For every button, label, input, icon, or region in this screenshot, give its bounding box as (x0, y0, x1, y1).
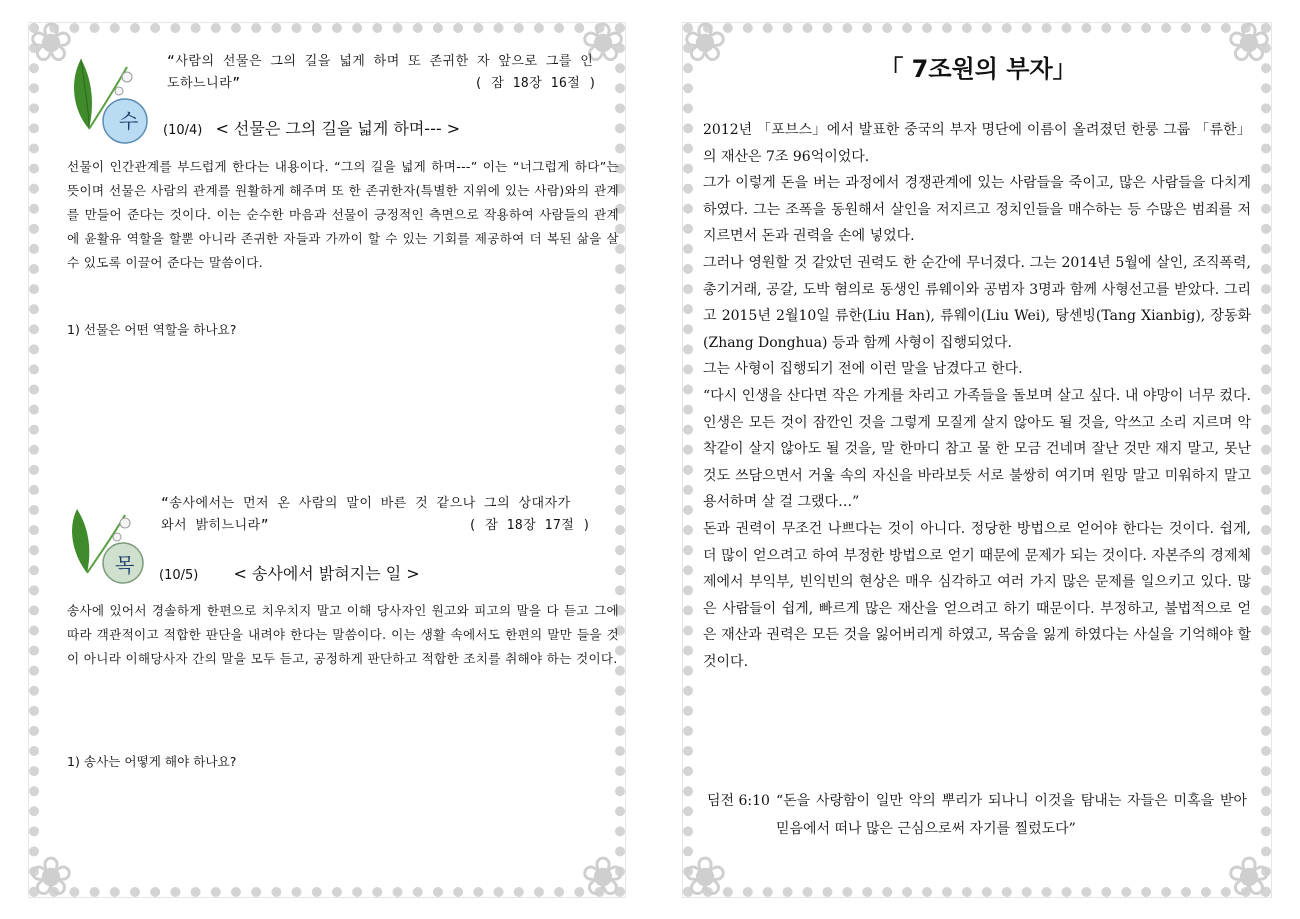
verse-quote: “사람의 선물은 그의 길을 넓게 하며 또 존귀한 자 앞으로 그를 인도하느니라” (167, 54, 594, 91)
verse-quote: “송사에서는 먼저 온 사람의 말이 바른 것 같으나 그의 상대자가 와서 밝히느니라” (161, 496, 571, 533)
flower-ornament-icon: ❀ (1226, 11, 1272, 74)
article-paragraph: “다시 인생을 산다면 작은 가게를 차리고 가족들을 돌보며 살고 싶다. 내 야망이 너무 컸다. 인생은 모든 것이 잠깐인 것을 그렇게 모질게 살지 않아도 될 것을, 악쓰고 소리 지르며 악착같이 살지 않아도 될 것을, 말 한마디 참고 물 한 모금 건네며 잘난 것만 재지 말고, 못난 것도 쓰담으면서 거울 속의 자신을 바라보듯 서로 불쌍히 여기며 원망 말고 미워하지 말고 용서하며 살 걸 그랬다…” (703, 387, 1251, 511)
article-body (703, 117, 1251, 675)
devotion-date: (10/5) (159, 568, 199, 583)
article-paragraph: 그러나 영원할 것 같았던 권력도 한 순간에 무너졌다. 그는 2014년 5월에 살인, 조직폭력, 총기거래, 공갈, 도박 혐의로 동생인 류웨이와 공범자 3명과 함께 사형선고를 받았다. 그리고 2015년 2월10일 류한(Liu Han), 류웨이(Liu Wei), 탕센빙(Tang Xianbig), 장동화(Zhang Donghua) 등과 함께 사형이 집행되었다. (703, 254, 1251, 351)
leaf-flower-icon (67, 51, 162, 151)
right-page (682, 11, 1272, 908)
devotion-title (159, 561, 420, 584)
flower-ornament-icon: ❀ (580, 11, 626, 74)
devotion-heading: < 선물은 그의 길을 넓게 하며--- > (215, 119, 461, 138)
flower-ornament-icon: ❀ (28, 845, 74, 908)
left-page (28, 11, 626, 908)
flower-ornament-icon: ❀ (1226, 845, 1272, 908)
article-title: 「 7조원의 부자」 (879, 55, 1077, 83)
closing-verse (707, 787, 1247, 843)
devotion-title (163, 116, 460, 139)
flower-ornament-icon: ❀ (682, 11, 728, 74)
day-label: 수 (119, 109, 139, 133)
verse-reference: ( 잠 18장 17절 ) (468, 518, 591, 533)
devotion-wednesday (67, 51, 619, 351)
flower-ornament-icon: ❀ (28, 11, 74, 74)
verse-text (167, 51, 597, 95)
article-paragraph: 그가 이렇게 돈을 버는 과정에서 경쟁관계에 있는 사람들을 죽이고, 많은 사람들을 다치게 하였다. 그는 조폭을 동원해서 살인을 저지르고 정치인들을 매수하는 등 수많은 범죄를 저지르면서 돈과 권력을 손에 넣었다. (703, 175, 1251, 245)
flower-ornament-icon: ❀ (682, 845, 728, 908)
article-paragraph: 돈과 권력이 무조건 나쁘다는 것이 아니다. 정당한 방법으로 얻어야 한다는 것이다. 쉽게, 더 많이 얻으려고 하여 부정한 방법으로 얻기 때문에 문제가 되는 것이다. 자본주의 경제체제에서 부익부, 빈익빈의 현상은 매우 심각하고 여러 가지 많은 문제를 일으키고 있다. 많은 사람들이 쉽게, 빠르게 많은 재산을 얻으려고 하기 때문이다. 부정하고, 불법적으로 얻은 재산과 권력은 모든 것을 잃어버리게 하였고, 목숨을 잃게 하였다는 사실을 기억해야 할 것이다. (703, 520, 1251, 670)
devotion-thursday (67, 493, 619, 793)
devotion-question: 1) 선물은 어떤 역할을 하나요? (67, 322, 237, 337)
devotion-heading: < 송사에서 밝혀지는 일 > (233, 564, 420, 583)
article-paragraph: 2012년 「포브스」에서 발표한 중국의 부자 명단에 이름이 올려졌던 한룽 그룹 「류한」의 재산은 7조 96억이었다. (703, 122, 1251, 165)
leaf-flower-icon (67, 493, 162, 593)
devotion-date: (10/4) (163, 123, 203, 138)
verse-reference: 딤전 6:10 (707, 793, 770, 809)
devotion-body: 선물이 인간관계를 부드럽게 한다는 내용이다. “그의 길을 넓게 하며---” 이는 “너그럽게 하다”는 뜻이며 선물은 사람의 관계를 원활하게 해주며 또 한 존귀한자(특별한 지위에 있는 사람)와의 관계를 만들어 준다는 것이다. 이는 순수한 마음과 선물이 긍정적인 측면으로 작용하여 사람들의 관계에 윤활유 역할을 할뿐 아니라 존귀한 자들과 가까이 할 수 있는 기회를 제공하여 더 복된 삶을 살 수 있도록 이끌어 준다는 말씀이다. (67, 159, 619, 270)
article-paragraph: 그는 사형이 집행되기 전에 이런 말을 남겼다고 한다. (703, 361, 1023, 378)
day-label: 목 (115, 553, 135, 577)
verse-reference: ( 잠 18장 16절 ) (474, 76, 597, 91)
flower-ornament-icon: ❀ (580, 845, 626, 908)
devotion-body: 송사에 있어서 경솔하게 한편으로 치우치지 말고 이해 당사자인 원고와 피고의 말을 다 듣고 그에 따라 객관적이고 적합한 판단을 내려야 한다는 말씀이다. 이는 생활 속에서도 한편의 말만 들을 것이 아니라 이해당사자 간의 말을 모두 듣고, 공정하게 판단하고 적합한 조치를 취해야 하는 것이다. (67, 603, 619, 666)
verse-quote: “돈을 사랑함이 일만 악의 뿌리가 되나니 이것을 탐내는 자들은 미혹을 받아 믿음에서 떠나 많은 근심으로써 자기를 찔렀도다” (775, 793, 1247, 837)
verse-text (161, 493, 591, 537)
devotion-question: 1) 송사는 어떻게 해야 하나요? (67, 754, 237, 769)
